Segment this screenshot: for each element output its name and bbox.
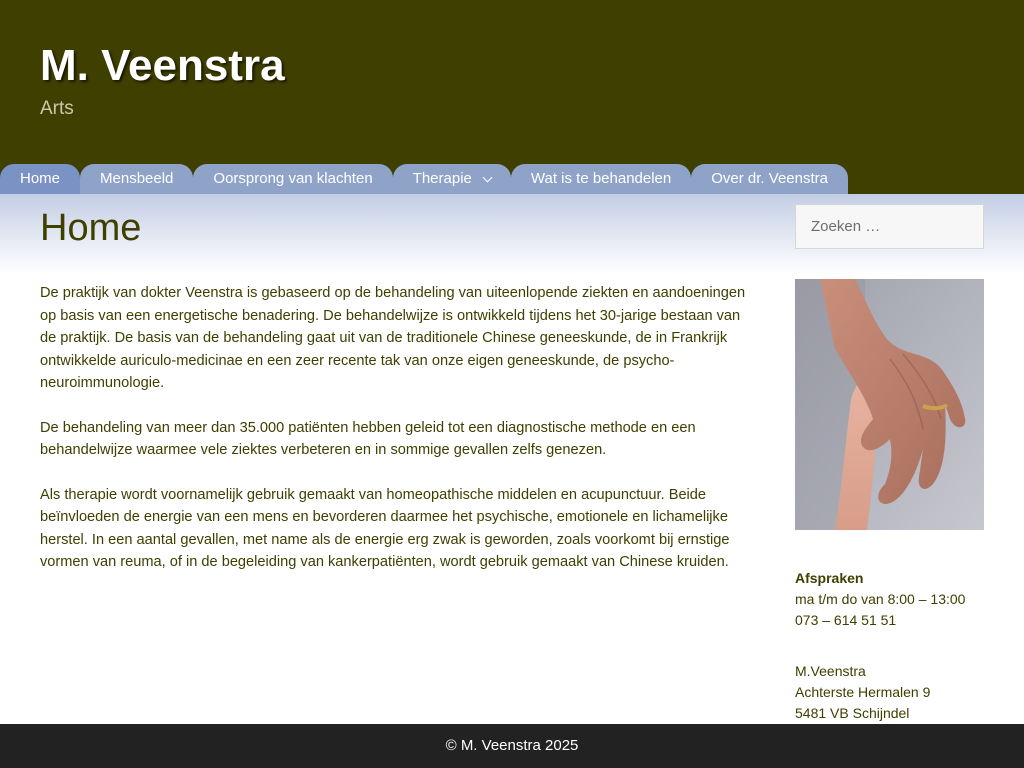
page-title: Home bbox=[40, 207, 142, 249]
nav-item-therapie[interactable] bbox=[393, 164, 511, 194]
hands-photo bbox=[795, 279, 984, 530]
site-tagline: Arts bbox=[40, 98, 74, 119]
appointments-hours: ma t/m do van 8:00 – 13:00 bbox=[795, 591, 966, 607]
site-header bbox=[0, 0, 1024, 194]
nav-item-label: Home bbox=[20, 170, 61, 187]
search-input[interactable] bbox=[795, 204, 984, 249]
nav-item-label: Over dr. Veenstra bbox=[711, 170, 828, 187]
nav-item-label: Mensbeeld bbox=[100, 170, 174, 187]
nav-item-label: Oorsprong van klachten bbox=[213, 170, 373, 187]
nav-item-label: Therapie bbox=[412, 170, 472, 187]
address-widget bbox=[795, 661, 995, 724]
main-nav bbox=[0, 164, 848, 194]
nav-item-over-dr-veenstra[interactable] bbox=[691, 164, 848, 194]
copyright-text: © M. Veenstra 2025 bbox=[445, 737, 579, 754]
main-content bbox=[40, 282, 758, 596]
content-paragraph: De behandeling van meer dan 35.000 patiënten hebben geleid tot een diagnostische methode en een behandelwijze waarmee vele ziektes verbeteren en in sommige gevallen zelfs genezen. bbox=[40, 419, 696, 458]
chevron-down-icon[interactable] bbox=[482, 172, 492, 182]
appointments-widget bbox=[795, 568, 995, 631]
content-paragraph: De praktijk van dokter Veenstra is gebaseerd op de behandeling van uiteenlopende ziekten en aandoeningen op basis van een energetische benadering. De behandelwijze is ontwikkeld tijdens het 30-jarige bestaan van de praktijk. De basis van de behandeling gaat uit van de traditionele Chinese geneeskunde, de in Frankrijk ontwikkelde auriculo-medicinae en een zeer recente tak van onze eigen geneeskunde, de psycho-neuroimmunologie. bbox=[40, 285, 746, 391]
appointments-phone: 073 – 614 51 51 bbox=[795, 612, 897, 628]
nav-item-home[interactable] bbox=[0, 164, 80, 194]
address-street: Achterste Hermalen 9 bbox=[795, 684, 931, 700]
address-name: M.Veenstra bbox=[795, 663, 866, 679]
nav-item-mensbeeld[interactable] bbox=[80, 164, 193, 194]
site-footer bbox=[0, 724, 1024, 768]
address-city: 5481 VB Schijndel bbox=[795, 705, 910, 721]
nav-item-oorsprong-van-klachten[interactable] bbox=[193, 164, 392, 194]
appointments-heading: Afspraken bbox=[795, 570, 864, 586]
nav-item-wat-is-te-behandelen[interactable] bbox=[511, 164, 691, 194]
content-paragraph: Als therapie wordt voornamelijk gebruik gemaakt van homeopathische middelen en acupunctuur. Beide beïnvloeden de energie van een mens en bevorderen daarmee het psychische, emotionele en lichamelijke herstel. In een aantal gevallen, met name als de energie erg zwak is geworden, zoals voorkomt bij ernstige vormen van reuma, of in de begeleiding van kankerpatiënten, wordt gebruik gemaakt van Chinese kruiden. bbox=[40, 486, 730, 570]
nav-item-label: Wat is te behandelen bbox=[530, 170, 672, 187]
site-title[interactable]: M. Veenstra bbox=[40, 41, 285, 90]
